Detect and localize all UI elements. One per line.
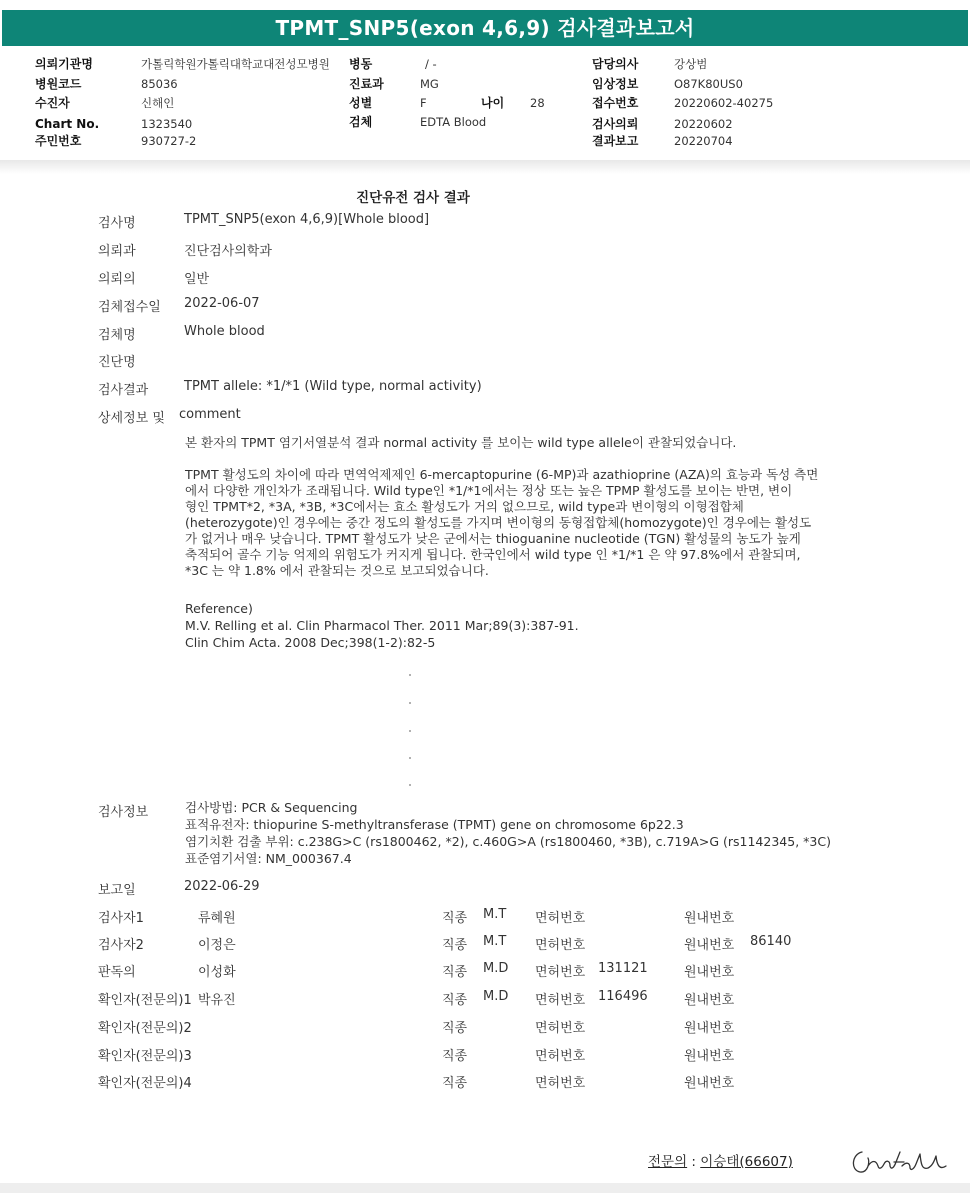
separator-dot bbox=[409, 674, 411, 676]
hospital-no-label: 원내번호 bbox=[684, 911, 735, 926]
chart-no-label: Chart No. bbox=[35, 117, 100, 131]
job-value: M.D bbox=[483, 989, 509, 1004]
explanation-line: 가 없거나 매우 낮습니다. TPMT 활성도가 낮은 군에서는 thioguanine nucleotide (TGN) 활성물의 농도가 높게 bbox=[185, 531, 801, 546]
personnel-role: 확인자(전문의)3 bbox=[98, 1049, 192, 1064]
row-label: 진단명 bbox=[98, 355, 136, 370]
specialist-separator: : bbox=[687, 1154, 701, 1170]
test-info-line: 표적유전자: thiopurine S-methyltransferase (TPMT) gene on chromosome 6p22.3 bbox=[185, 817, 684, 832]
chart-no-value: 1323540 bbox=[141, 117, 193, 131]
separator-dot bbox=[409, 702, 411, 704]
row-value: Whole blood bbox=[184, 324, 265, 339]
license-label: 면허번호 bbox=[535, 938, 586, 953]
hospital-no-label: 원내번호 bbox=[684, 938, 735, 953]
hospital-no-label: 원내번호 bbox=[684, 1021, 735, 1036]
job-value: M.T bbox=[483, 907, 507, 922]
personnel-role: 확인자(전문의)2 bbox=[98, 1021, 192, 1036]
hospital-code-label: 병원코드 bbox=[35, 77, 82, 91]
hospital-no-label: 원내번호 bbox=[684, 993, 735, 1008]
title-bar bbox=[0, 0, 970, 56]
result-report-value: 20220704 bbox=[674, 134, 733, 148]
row-value: 2022-06-07 bbox=[184, 296, 260, 311]
report-title: TPMT_SNP5(exon 4,6,9) 검사결과보고서 bbox=[2, 10, 968, 46]
request-value: 20220602 bbox=[674, 117, 733, 131]
personnel-role: 검사자1 bbox=[98, 911, 144, 926]
ward-label: 병동 bbox=[349, 57, 373, 71]
personnel-role: 확인자(전문의)1 bbox=[98, 993, 192, 1008]
doctor-value: 강상범 bbox=[674, 57, 708, 71]
row-label: 검체접수일 bbox=[98, 300, 161, 315]
license-label: 면허번호 bbox=[535, 1049, 586, 1064]
job-label: 직종 bbox=[442, 1076, 468, 1091]
reference-line: M.V. Relling et al. Clin Pharmacol Ther. 2011 Mar;89(3):387-91. bbox=[185, 618, 579, 633]
license-value: 116496 bbox=[598, 989, 648, 1004]
hospital-no-label: 원내번호 bbox=[684, 1076, 735, 1091]
ward-value: / - bbox=[425, 57, 437, 71]
test-info-label: 검사정보 bbox=[98, 805, 149, 820]
hospital-no-value: 86140 bbox=[750, 934, 792, 949]
explanation-line: TPMT 활성도의 차이에 따라 면역억제제인 6-mercaptopurine (6-MP)과 azathioprine (AZA)의 효능과 독성 측면 bbox=[185, 467, 819, 482]
explanation-line: 축적되어 골수 기능 억제의 위험도가 커지게 됩니다. 한국인에서 wild type 인 *1/*1 은 약 97.8%에서 관찰되며, bbox=[185, 547, 801, 562]
specialist-line bbox=[648, 1150, 793, 1170]
explanation-line: (heterozygote)인 경우에는 중간 정도의 활성도를 가지며 변이형의 동형접합체(homozygote)인 경우에는 활성도 bbox=[185, 515, 812, 530]
personnel-role: 판독의 bbox=[98, 965, 136, 980]
request-label: 검사의뢰 bbox=[592, 117, 639, 131]
recipient-label: 수진자 bbox=[35, 96, 70, 110]
test-result-value: TPMT allele: *1/*1 (Wild type, normal activity) bbox=[184, 379, 482, 394]
row-label: 의뢰과 bbox=[98, 244, 136, 259]
footer-strip bbox=[0, 1183, 970, 1193]
job-value: M.D bbox=[483, 961, 509, 976]
separator-dot bbox=[409, 730, 411, 732]
sex-label: 성별 bbox=[349, 96, 373, 110]
test-info-line: 검사방법: PCR & Sequencing bbox=[185, 800, 358, 815]
dept-value: MG bbox=[420, 77, 439, 91]
result-paragraph: 본 환자의 TPMT 염기서열분석 결과 normal activity 를 보이는 wild type allele이 관찰되었습니다. bbox=[185, 435, 737, 450]
age-value: 28 bbox=[530, 96, 545, 110]
explanation-line: 에서 다양한 개인차가 조래됩니다. Wild type인 *1/*1에서는 정상 또는 높은 TPMP 활성도를 보이는 반면, 변이 bbox=[185, 483, 793, 498]
doctor-label: 담당의사 bbox=[592, 57, 639, 71]
report-date-value: 2022-06-29 bbox=[184, 879, 260, 894]
license-label: 면허번호 bbox=[535, 1076, 586, 1091]
sex-value: F bbox=[420, 96, 427, 110]
test-info-line: 표준염기서열: NM_000367.4 bbox=[185, 851, 352, 866]
receipt-no-value: 20220602-40275 bbox=[674, 96, 774, 110]
personnel-role: 검사자2 bbox=[98, 938, 144, 953]
specimen-label: 검체 bbox=[349, 115, 373, 129]
section-title: 진단유전 검사 결과 bbox=[356, 190, 470, 206]
explanation-line: *3C 는 약 1.8% 에서 관찰되는 것으로 보고되었습니다. bbox=[185, 563, 489, 578]
hospital-no-label: 원내번호 bbox=[684, 965, 735, 980]
job-label: 직종 bbox=[442, 938, 468, 953]
age-label: 나이 bbox=[481, 96, 505, 110]
recipient-value: 신해인 bbox=[141, 96, 175, 110]
separator-dot bbox=[409, 757, 411, 759]
specialist-value: 이승태(66607) bbox=[700, 1154, 793, 1170]
explanation-line: 형인 TPMT*2, *3A, *3B, *3C에서는 효소 활성도가 거의 없으므로, wild type과 변이형의 이형접합체 bbox=[185, 499, 744, 514]
license-label: 면허번호 bbox=[535, 965, 586, 980]
detail-label: 상세정보 및 bbox=[98, 411, 165, 426]
row-label: 검사결과 bbox=[98, 383, 149, 398]
license-label: 면허번호 bbox=[535, 993, 586, 1008]
signature-image bbox=[848, 1140, 956, 1180]
row-value: 일반 bbox=[184, 272, 210, 287]
institution-value: 가톨릭학원가톨릭대학교대전성모병원 bbox=[141, 57, 330, 71]
detail-comment-label: comment bbox=[179, 407, 241, 422]
specimen-value: EDTA Blood bbox=[420, 115, 487, 129]
header-divider bbox=[0, 160, 970, 174]
explanation-paragraph bbox=[185, 467, 845, 579]
resident-no-value: 930727-2 bbox=[141, 134, 197, 148]
separator-dot bbox=[409, 784, 411, 786]
row-label: 검체명 bbox=[98, 328, 136, 343]
job-label: 직종 bbox=[442, 1021, 468, 1036]
job-label: 직종 bbox=[442, 911, 468, 926]
specialist-label: 전문의 bbox=[648, 1154, 688, 1170]
license-label: 면허번호 bbox=[535, 1021, 586, 1036]
reference-heading: Reference) bbox=[185, 601, 253, 616]
job-label: 직종 bbox=[442, 993, 468, 1008]
row-value: TPMT_SNP5(exon 4,6,9)[Whole blood] bbox=[184, 212, 430, 227]
personnel-name: 이정은 bbox=[198, 938, 236, 953]
job-value: M.T bbox=[483, 934, 507, 949]
job-label: 직종 bbox=[442, 1049, 468, 1064]
clinical-value: O87K80US0 bbox=[674, 77, 743, 91]
resident-no-label: 주민번호 bbox=[35, 134, 82, 148]
license-label: 면허번호 bbox=[535, 911, 586, 926]
row-value: 진단검사의학과 bbox=[184, 244, 272, 259]
result-report-label: 결과보고 bbox=[592, 134, 639, 148]
personnel-name: 박유진 bbox=[198, 993, 236, 1008]
hospital-no-label: 원내번호 bbox=[684, 1049, 735, 1064]
dept-label: 진료과 bbox=[349, 77, 384, 91]
row-label: 검사명 bbox=[98, 216, 136, 231]
job-label: 직종 bbox=[442, 965, 468, 980]
personnel-name: 이성화 bbox=[198, 965, 236, 980]
license-value: 131121 bbox=[598, 961, 648, 976]
report-date-label: 보고일 bbox=[98, 883, 136, 898]
institution-label: 의뢰기관명 bbox=[35, 57, 93, 71]
test-info-line: 염기치환 검출 부위: c.238G>C (rs1800462, *2), c.460G>A (rs1800460, *3B), c.719A>G (rs1142345, *3C) bbox=[185, 834, 831, 849]
receipt-no-label: 접수번호 bbox=[592, 96, 639, 110]
hospital-code-value: 85036 bbox=[141, 77, 178, 91]
personnel-role: 확인자(전문의)4 bbox=[98, 1076, 192, 1091]
reference-line: Clin Chim Acta. 2008 Dec;398(1-2):82-5 bbox=[185, 635, 436, 650]
clinical-label: 임상정보 bbox=[592, 77, 639, 91]
personnel-name: 류혜원 bbox=[198, 911, 236, 926]
row-label: 의뢰의 bbox=[98, 272, 136, 287]
